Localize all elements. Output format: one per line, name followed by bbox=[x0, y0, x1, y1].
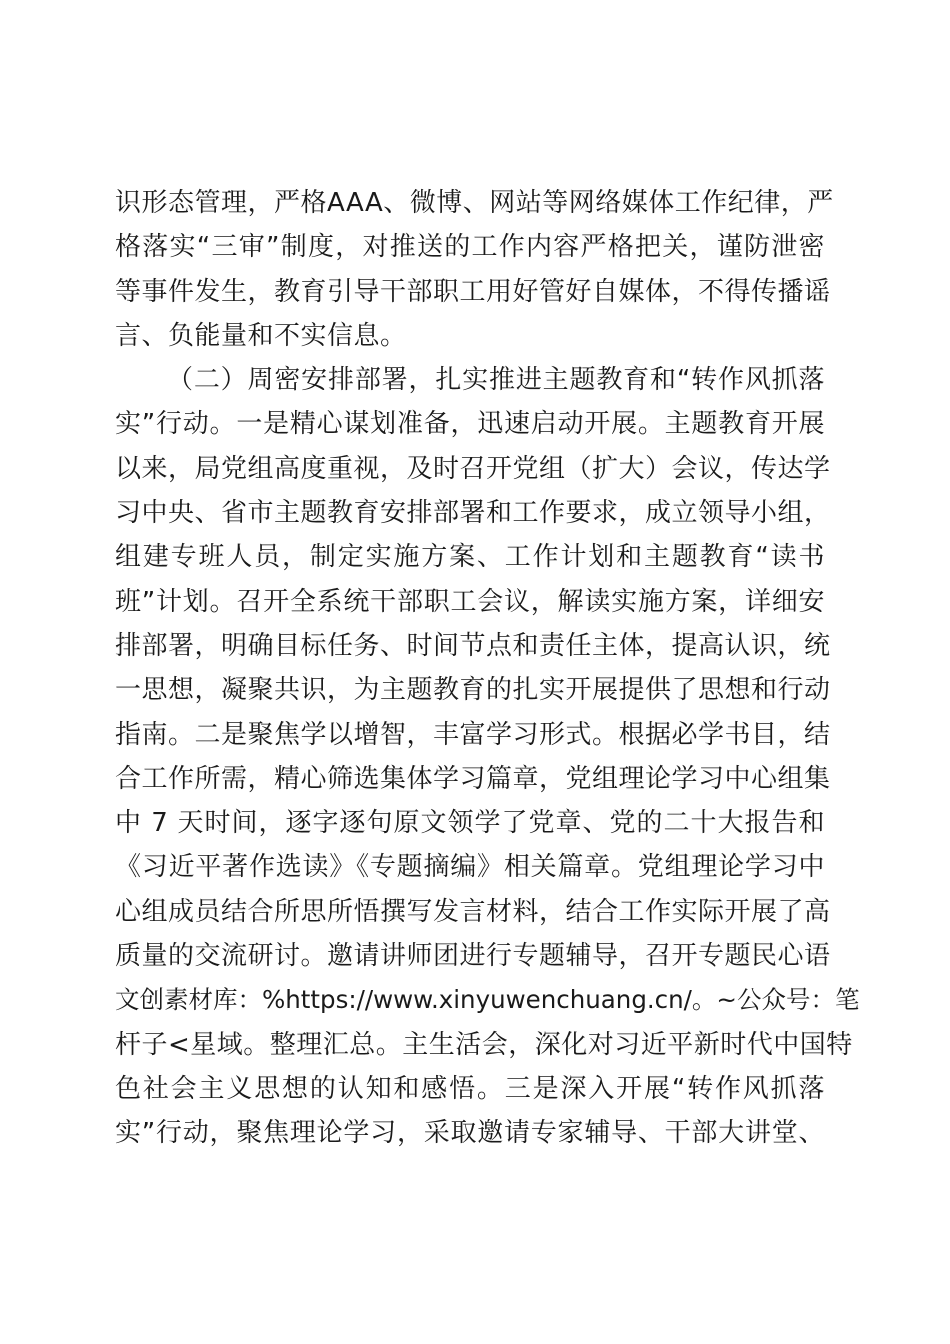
text-line-22: 实”行动，聚焦理论学习，采取邀请专家辅导、干部大讲堂、 bbox=[115, 1118, 825, 1149]
text-line-20: 杆子<星域。整理汇总。主生活会，深化对习近平新时代中国特 bbox=[115, 1029, 853, 1060]
text-line-16: 《习近平著作选读》《专题摘编》相关篇章。党组理论学习中 bbox=[115, 852, 825, 883]
text-line-11: 排部署，明确目标任务、时间节点和责任主体，提高认识，统 bbox=[115, 630, 831, 661]
text-line-9: 组建专班人员，制定实施方案、工作计划和主题教育“读书 bbox=[115, 542, 825, 573]
text-line-10: 班”计划。召开全系统干部职工会议，解读实施方案，详细安 bbox=[115, 586, 825, 617]
text-line-21: 色社会主义思想的认知和感悟。三是深入开展“转作风抓落 bbox=[115, 1073, 825, 1104]
text-line-19: 文创素材库：%https://www.xinyuwenchuang.cn/。~公众号：笔 bbox=[115, 985, 860, 1015]
text-line-12: 一思想，凝聚共识，为主题教育的扎实开展提供了思想和行动 bbox=[115, 675, 831, 706]
text-line-3: 等事件发生，教育引导干部职工用好管好自媒体，不得传播谣 bbox=[115, 276, 831, 307]
text-line-5: （二）周密安排部署，扎实推进主题教育和“转作风抓落 bbox=[167, 365, 825, 396]
text-line-6: 实”行动。一是精心谋划准备，迅速启动开展。主题教育开展 bbox=[115, 409, 825, 440]
text-line-7: 以来，局党组高度重视，及时召开党组（扩大）会议，传达学 bbox=[115, 453, 831, 484]
body-text bbox=[115, 181, 860, 1156]
text-line-15: 中 7 天时间，逐字逐句原文领学了党章、党的二十大报告和 bbox=[115, 808, 825, 839]
text-line-13: 指南。二是聚焦学以增智，丰富学习形式。根据必学书目，结 bbox=[115, 719, 831, 750]
text-line-14: 合工作所需，精心筛选集体学习篇章，党组理论学习中心组集 bbox=[115, 763, 831, 794]
text-line-17: 心组成员结合所思所悟撰写发言材料，结合工作实际开展了高 bbox=[115, 896, 831, 927]
text-line-2: 格落实“三审”制度，对推送的工作内容严格把关，谨防泄密 bbox=[115, 232, 825, 263]
text-line-4: 言、负能量和不实信息。 bbox=[115, 320, 407, 351]
text-line-18: 质量的交流研讨。邀请讲师团进行专题辅导，召开专题民心语 bbox=[115, 941, 831, 972]
text-line-8: 习中央、省市主题教育安排部署和工作要求，成立领导小组， bbox=[115, 498, 831, 529]
text-line-1: 识形态管理，严格AAA、微博、网站等网络媒体工作纪律，严 bbox=[115, 188, 834, 218]
